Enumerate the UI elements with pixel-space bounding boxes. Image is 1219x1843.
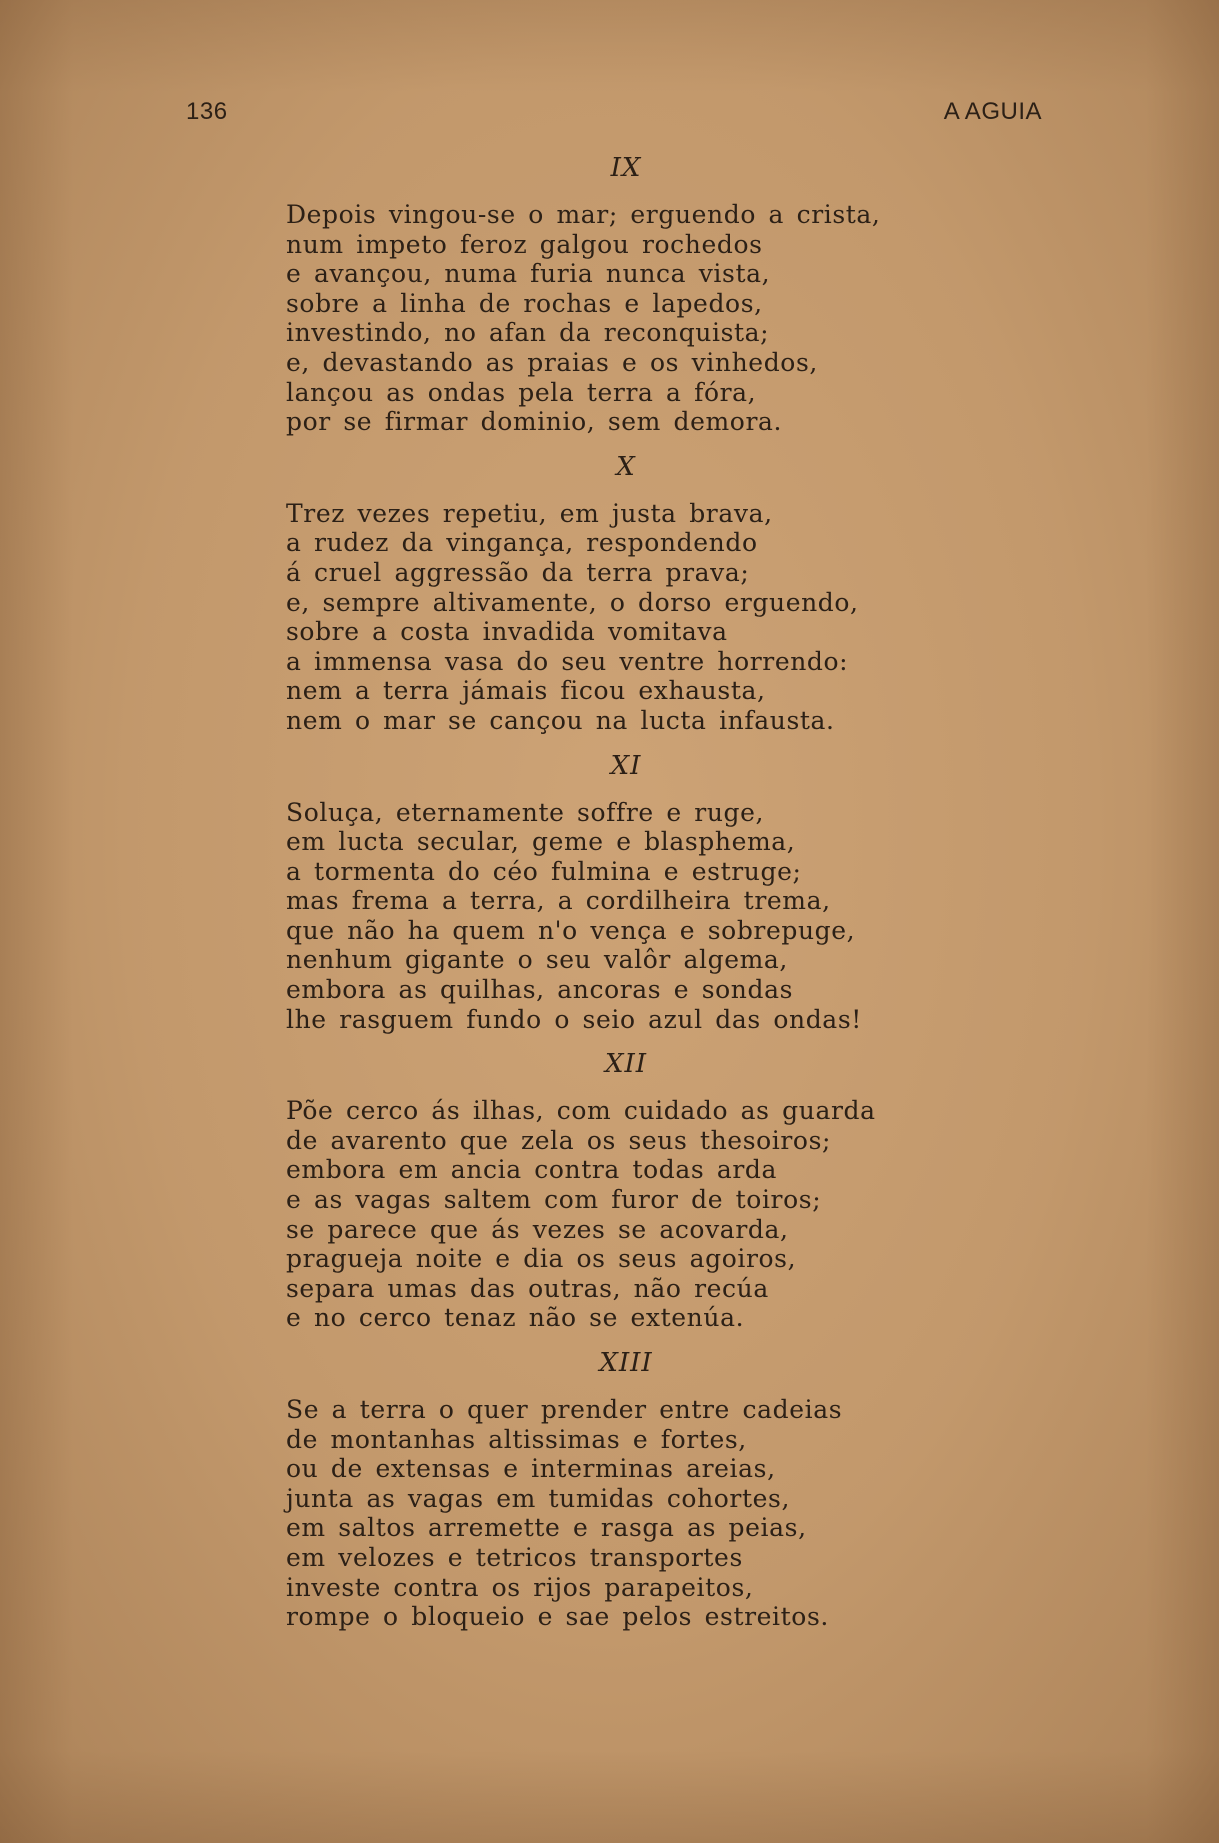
verse-line: a immensa vasa do seu ventre horrendo: bbox=[286, 646, 849, 676]
verse-line: de montanhas altissimas e fortes, bbox=[286, 1424, 747, 1454]
verse-line: rompe o bloqueio e sae pelos estreitos. bbox=[286, 1602, 829, 1632]
verse-line: e as vagas saltem com furor de toiros; bbox=[286, 1185, 822, 1215]
verse-line: investindo, no afan da reconquista; bbox=[286, 318, 770, 348]
stanza-number: X bbox=[616, 451, 636, 482]
verse-line: separa umas das outras, não recúa bbox=[286, 1273, 769, 1303]
running-head bbox=[186, 98, 1042, 128]
stanza-number: IX bbox=[610, 153, 642, 183]
verse-line: lançou as ondas pela terra a fóra, bbox=[286, 377, 757, 407]
verse-line: por se firmar dominio, sem demora. bbox=[286, 407, 783, 437]
verse-line: e no cerco tenaz não se extenúa. bbox=[286, 1303, 745, 1333]
verse-line: junta as vagas em tumidas cohortes, bbox=[286, 1483, 791, 1513]
verse-line: a tormenta do céo fulmina e estruge; bbox=[286, 856, 802, 886]
verse-line: Põe cerco ás ilhas, com cuidado as guarda bbox=[286, 1096, 876, 1126]
stanza-number: XII bbox=[604, 1049, 648, 1080]
verse-line: em lucta secular, geme e blasphema, bbox=[286, 827, 796, 857]
journal-title: A AGUIA bbox=[943, 98, 1042, 125]
stanza-number: XI bbox=[610, 750, 642, 781]
verse-line: de avarento que zela os seus thesoiros; bbox=[286, 1125, 832, 1155]
verse-line: se parece que ás vezes se acovarda, bbox=[286, 1214, 789, 1244]
verse-line: Soluça, eternamente soffre e ruge, bbox=[286, 797, 765, 827]
verse-line: e avançou, numa furia nunca vista, bbox=[286, 259, 771, 289]
verse-line: Depois vingou-se o mar; erguendo a crista, bbox=[286, 200, 881, 229]
verse-line: sobre a costa invadida vomitava bbox=[286, 617, 728, 647]
verse-line: embora em ancia contra todas arda bbox=[286, 1155, 778, 1185]
verse-line: embora as quilhas, ancoras e sondas bbox=[286, 975, 794, 1005]
verse-line: a rudez da vingança, respondendo bbox=[286, 528, 758, 558]
verse-line: nem o mar se cançou na lucta infausta. bbox=[286, 705, 835, 735]
verse-line: em saltos arremette e rasga as peias, bbox=[286, 1513, 807, 1543]
verse-line: em velozes e tetricos transportes bbox=[286, 1542, 743, 1572]
poem bbox=[286, 152, 926, 1646]
verse-line: pragueja noite e dia os seus agoiros, bbox=[286, 1244, 797, 1274]
stanza-xi bbox=[286, 750, 926, 1035]
verse-line: Se a terra o quer prender entre cadeias bbox=[286, 1395, 843, 1424]
verse-line: sobre a linha de rochas e lapedos, bbox=[286, 288, 763, 318]
verse-line: e, sempre altivamente, o dorso erguendo, bbox=[286, 587, 859, 617]
verse-line: lhe rasguem fundo o seio azul das ondas! bbox=[286, 1004, 862, 1034]
stanza-xii bbox=[286, 1048, 926, 1333]
verse-line: nem a terra jámais ficou exhausta, bbox=[286, 676, 766, 706]
verse-line: nenhum gigante o seu valôr algema, bbox=[286, 945, 788, 975]
verse-line: ou de extensas e interminas areias, bbox=[286, 1454, 776, 1484]
verse-line: mas frema a terra, a cordilheira trema, bbox=[286, 886, 831, 916]
verse-line: que não ha quem n'o vença e sobrepuge, bbox=[286, 915, 856, 945]
verse-line: num impeto feroz galgou rochedos bbox=[286, 229, 763, 259]
stanza-ix bbox=[286, 152, 926, 437]
verse-line: á cruel aggressão da terra prava; bbox=[286, 557, 750, 587]
verse-line: Trez vezes repetiu, em justa brava, bbox=[286, 498, 773, 528]
stanza-number: XIII bbox=[599, 1348, 653, 1378]
stanza-xiii bbox=[286, 1347, 926, 1632]
verse-line: investe contra os rijos parapeitos, bbox=[286, 1572, 754, 1602]
verse-line: e, devastando as praias e os vinhedos, bbox=[286, 347, 818, 377]
page-number: 136 bbox=[186, 98, 228, 125]
stanza-x bbox=[286, 451, 926, 736]
